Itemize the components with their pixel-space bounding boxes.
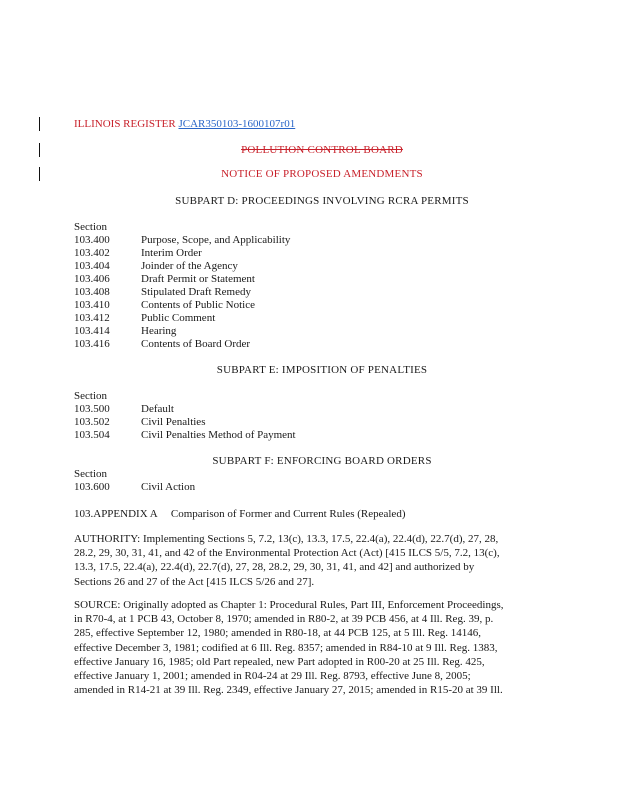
section-row	[0, 247, 644, 260]
section-number: 103.400	[74, 234, 110, 246]
section-title: Stipulated Draft Remedy	[141, 286, 251, 298]
section-row	[0, 299, 644, 312]
revision-bar	[39, 117, 40, 131]
section-number: 103.410	[74, 299, 110, 311]
section-row	[0, 416, 644, 429]
register-name: ILLINOIS REGISTER	[74, 118, 176, 130]
section-row	[0, 260, 644, 273]
section-number: 103.600	[74, 481, 110, 493]
section-title: Contents of Board Order	[141, 338, 251, 350]
section-label: Section	[74, 390, 107, 402]
section-title: Purpose, Scope, and Applicability	[141, 234, 291, 246]
section-row	[0, 481, 644, 494]
section-label: Section	[74, 468, 107, 480]
section-row	[0, 286, 644, 299]
subpart-e-title: SUBPART E: IMPOSITION OF PENALTIES	[216, 364, 428, 376]
section-number: 103.504	[74, 429, 110, 441]
section-label: Section	[74, 221, 107, 233]
section-title: Civil Penalties Method of Payment	[141, 429, 296, 441]
section-title: Default	[141, 403, 174, 415]
section-title: Hearing	[141, 325, 177, 337]
section-number: 103.406	[74, 273, 110, 285]
docket-number: JCAR350103-1600107r01	[178, 118, 296, 130]
section-number: 103.414	[74, 325, 110, 337]
section-title: Civil Penalties	[141, 416, 206, 428]
section-title: Public Comment	[141, 312, 216, 324]
section-row	[0, 234, 644, 247]
section-number: 103.408	[74, 286, 110, 298]
notice-title: NOTICE OF PROPOSED AMENDMENTS	[221, 168, 423, 180]
board-name: POLLUTION CONTROL BOARD	[241, 144, 403, 156]
section-row	[0, 312, 644, 325]
subpart-f-title: SUBPART F: ENFORCING BOARD ORDERS	[212, 455, 432, 467]
section-row	[0, 338, 644, 351]
authority-paragraph: AUTHORITY: Implementing Sections 5, 7.2, 13(c), 13.3, 17.5, 22.4(a), 22.4(d), 22.7(d), 27, 28, 28.2, 29, 30, 31, 41, and 42 of the Environmental Protection Act (Act) [415 ILCS 5/5, 7.2, 13(c), 13.3, 17.5, 22.4(a), 22.4(d), 22.7(d), 27, 28, 28.2, 29, 30, 31, 41, and 42] and authorized by Sections 26 and 27 of the Act [415 ILCS 5/26 and 27].	[74, 533, 500, 588]
section-number: 103.500	[74, 403, 110, 415]
section-title: Contents of Public Notice	[141, 299, 255, 311]
section-number: 103.404	[74, 260, 110, 272]
appendix-line: 103.APPENDIX A Comparison of Former and Current Rules (Repealed)	[74, 508, 406, 520]
subpart-d-title: SUBPART D: PROCEEDINGS INVOLVING RCRA PERMITS	[175, 195, 469, 207]
section-row	[0, 403, 644, 416]
section-title: Joinder of the Agency	[141, 260, 238, 272]
section-number: 103.502	[74, 416, 110, 428]
section-title: Draft Permit or Statement	[141, 273, 255, 285]
section-number: 103.402	[74, 247, 110, 259]
section-row	[0, 325, 644, 338]
register-title	[74, 118, 295, 130]
section-number: 103.416	[74, 338, 110, 350]
section-row	[0, 273, 644, 286]
section-row	[0, 429, 644, 442]
section-title: Interim Order	[141, 247, 202, 259]
section-title: Civil Action	[141, 481, 196, 493]
source-paragraph: SOURCE: Originally adopted as Chapter 1: Procedural Rules, Part III, Enforcement Proceedings, in R70-4, at 1 PCB 43, October 8, 1970; amended in R80-2, at 39 PCB 456, at 4 Ill. Reg. 39, p. 285, effective September 12, 1980; amended in R80-18, at 44 PCB 125, at 5 Ill. Reg. 14146, effective December 3, 1981; codified at 6 Ill. Reg. 8357; amended in R84-10 at 9 Ill. Reg. 1383, effective January 16, 1985; old Part repealed, new Part adopted in R00-20 at 25 Ill. Reg. 425, effective January 1, 2001; amended in R04-24 at 29 Ill. Reg. 8793, effective June 8, 2005; amended in R14-21 at 39 Ill. Reg. 2349, effective January 27, 2015; amended in R15-20 at 39 Ill.	[74, 599, 504, 697]
section-number: 103.412	[74, 312, 110, 324]
